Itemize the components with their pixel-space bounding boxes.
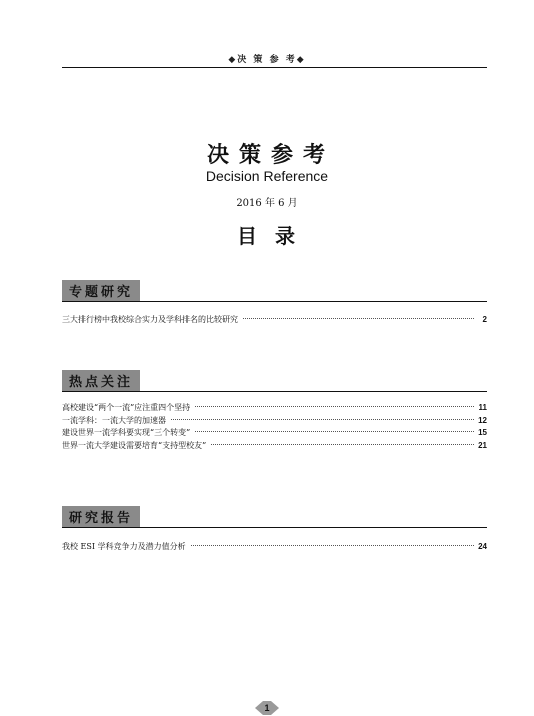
toc-entry-title: 世界一流大学建设需要培育“支持型校友” — [62, 440, 207, 450]
header-rule — [62, 67, 487, 68]
toc-heading: 目录 — [237, 224, 313, 248]
toc-entry-page: 11 — [478, 403, 487, 412]
section-label: 专题研究 — [62, 280, 140, 301]
toc-entry-title: 三大排行榜中我校综合实力及学科排名的比较研究 — [62, 315, 238, 324]
dot-leader — [171, 419, 474, 420]
running-header: ◆决 策 参 考◆ — [228, 55, 306, 65]
toc-entry-page: 15 — [478, 428, 487, 437]
section-rule — [62, 527, 487, 528]
toc-entry[interactable] — [62, 541, 487, 554]
toc-entry[interactable] — [62, 427, 487, 440]
toc-entry[interactable] — [62, 440, 487, 453]
toc-entry-title: 建设世界一流学科要实现“三个转变” — [62, 428, 191, 437]
section-label: 研究报告 — [62, 506, 140, 527]
section-rule — [62, 391, 487, 392]
toc-entry[interactable] — [62, 402, 487, 415]
issue-date: 2016 年 6 月 — [236, 198, 298, 209]
dot-leader — [195, 406, 474, 407]
toc-entry-page: 2 — [482, 315, 487, 324]
toc-entry-title: 我校 ESI 学科竞争力及潜力值分析 — [62, 542, 186, 551]
toc-entry-title: 高校建设“两个一流”应注重四个坚持 — [62, 403, 191, 412]
dot-leader — [243, 318, 474, 319]
document-title-english: Decision Reference — [205, 168, 329, 184]
page-number: 1 — [264, 703, 270, 713]
section-label: 热点关注 — [62, 370, 140, 391]
page-number-badge — [255, 701, 279, 715]
toc-entry-page: 21 — [478, 440, 487, 450]
toc-entry-title: 一流学科：一流大学的加速器 — [62, 415, 166, 425]
toc-entry[interactable] — [62, 415, 487, 428]
dot-leader — [195, 431, 474, 432]
dot-leader — [211, 444, 474, 445]
toc-entry-page: 24 — [478, 542, 487, 551]
dot-leader — [191, 545, 474, 546]
section-rule — [62, 301, 487, 302]
toc-entry[interactable] — [62, 314, 487, 327]
toc-entry-page: 12 — [478, 415, 487, 425]
document-title: 决策参考 — [206, 142, 335, 168]
